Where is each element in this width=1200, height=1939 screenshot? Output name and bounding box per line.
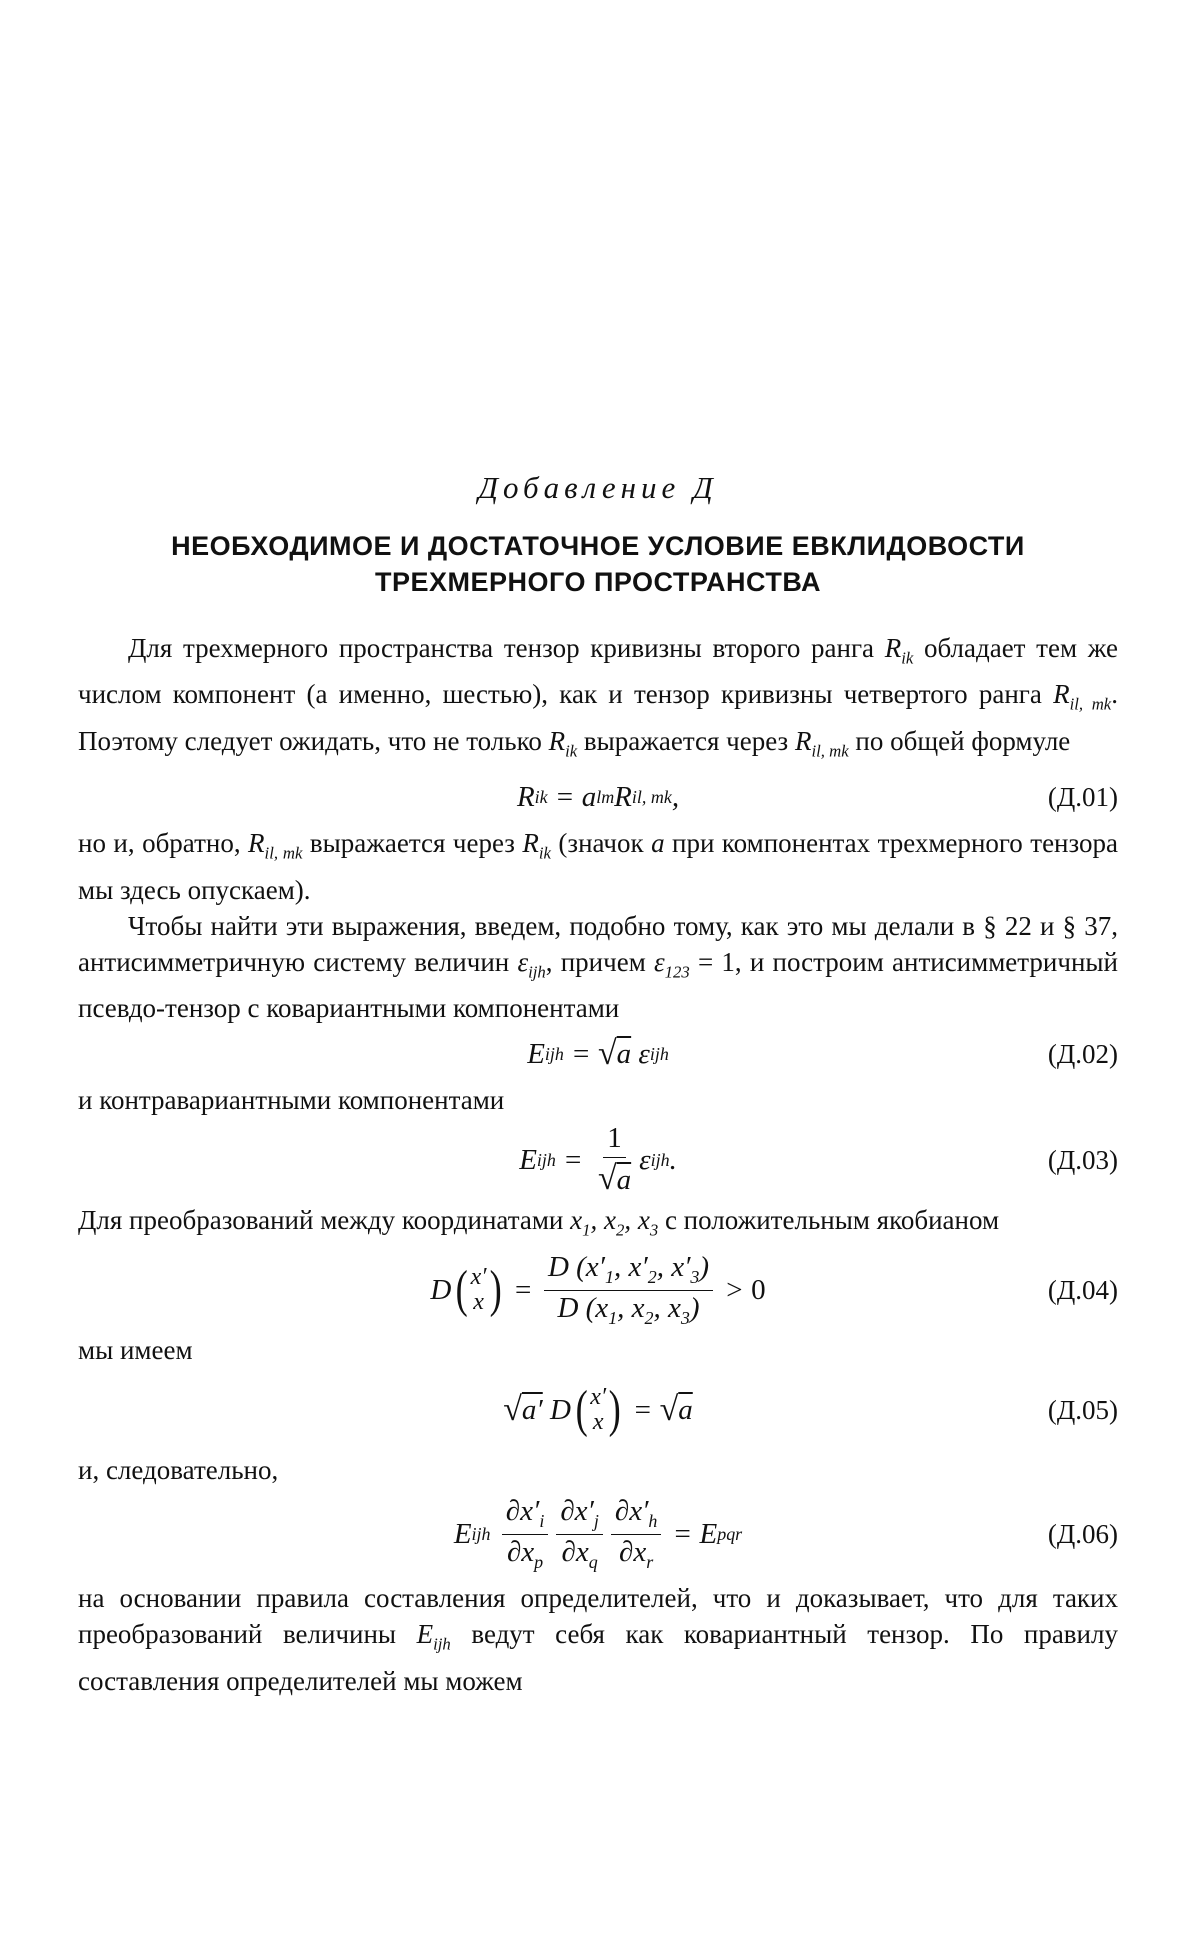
equation-d04: [78, 1248, 1118, 1332]
equation-number-d01: (Д.01): [1047, 782, 1118, 813]
equation-number-d03: (Д.03): [1047, 1144, 1118, 1175]
heading-section: [78, 470, 1118, 600]
equation-number-d04: (Д.04): [1047, 1275, 1118, 1306]
document-page: [78, 0, 1118, 1939]
paragraph-6: мы имеем: [78, 1335, 193, 1366]
formula-d03: E ijh = $\frac{1}{√a}$ ε ijh .: [519, 1121, 677, 1197]
equation-d03: [78, 1118, 1118, 1202]
paragraph-7: и, следовательно,: [78, 1455, 279, 1486]
paragraph-4: и контравариантными компонентами: [78, 1084, 505, 1115]
formula-d05: √ a′ D ( x′ x ) = √ a: [503, 1381, 693, 1439]
paragraph-8: на основании правила составления определителей, что и доказывает, что для таких преобразований величины $E_{ijh}$ ведут себя как ковариантный тензор. По правилу составления определителей мы можем: [78, 1583, 1118, 1696]
equation-d05: [78, 1368, 1118, 1452]
section-title-line-1: НЕОБХОДИМОЕ И ДОСТАТОЧНОЕ УСЛОВИЕ ЕВКЛИДОВОСТИ: [171, 531, 1025, 561]
equation-number-d06: (Д.06): [1047, 1519, 1118, 1550]
section-title-line-2: ТРЕХМЕРНОГО ПРОСТРАНСТВА: [375, 567, 821, 597]
body-text: [78, 630, 1118, 1699]
equation-d01: [78, 769, 1118, 825]
equation-number-d05: (Д.05): [1047, 1395, 1118, 1426]
paragraph-5: Для преобразований между координатами $x_1$, $x_2$, $x_3$ с положительным якобианом: [78, 1204, 1000, 1240]
paragraph-1: Для трехмерного пространства тензор кривизны второго ранга $R_{ik}$ обладает тем же числом компонент (а именно, шестью), как и тензор кривизны четвертого ранга $R_{il, mk}$. Поэтому следует ожидать, что не только $R_{ik}$ выражается через $R_{il, mk}$ по общей формуле: [78, 633, 1118, 761]
equation-d06: [78, 1488, 1118, 1580]
paragraph-3: Чтобы найти эти выражения, введем, подобно тому, как это мы делали в § 22 и § 37, антисимметричную систему величин $\varepsilon_{ijh}$, причем $\varepsilon_{123} = 1$, и построим антисимметричный псевдо-тензор с ковариантными компонентами: [78, 910, 1118, 1023]
formula-d02: E ijh = √ a ε ijh: [527, 1034, 669, 1072]
appendix-label: Добавление Д: [478, 470, 718, 505]
formula-d06: E ijh $\frac{\partial x'_i}{\partial x_p}$ $\frac{\partial x'_j}{\partial x_q}$ $\frac{\partial x'_h}{\partial x_r}$ = E pqr: [453, 1495, 743, 1572]
paragraph-2: но и, обратно, $R_{il, mk}$ выражается через $R_{ik}$ (значок a при компонентах трехмерного тензора мы здесь опускаем).: [78, 828, 1118, 905]
equation-d02: [78, 1026, 1118, 1082]
formula-d01: R ik = a lm R il, mk ,: [516, 781, 680, 814]
formula-d04: D ( x′ x ) = $\frac{D (x'_1, x'_2, x'_3)}{D (x_1, x_2, x_3)}$ > 0: [430, 1251, 766, 1328]
equation-number-d02: (Д.02): [1047, 1038, 1118, 1069]
